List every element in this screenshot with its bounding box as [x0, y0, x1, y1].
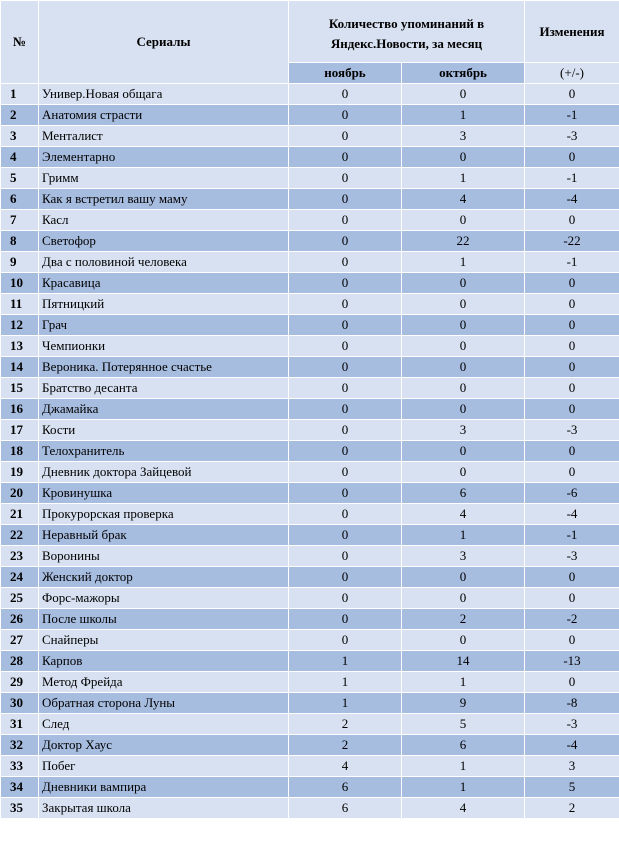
table-row	[1, 756, 619, 777]
table-row	[1, 315, 619, 336]
change-value: 5	[525, 777, 619, 798]
october-count: 3	[402, 126, 525, 147]
series-name: Как я встретил вашу маму	[39, 189, 289, 210]
change-value: 0	[525, 567, 619, 588]
november-count: 0	[289, 609, 402, 630]
november-count: 0	[289, 462, 402, 483]
october-count: 3	[402, 420, 525, 441]
row-number: 34	[1, 777, 39, 798]
november-count: 0	[289, 105, 402, 126]
series-name: Карпов	[39, 651, 289, 672]
november-count: 2	[289, 714, 402, 735]
november-count: 6	[289, 777, 402, 798]
change-value: -4	[525, 189, 619, 210]
change-value: -13	[525, 651, 619, 672]
series-name: Прокурорская проверка	[39, 504, 289, 525]
series-name: Чемпионки	[39, 336, 289, 357]
series-name: Вероника. Потерянное счастье	[39, 357, 289, 378]
series-name: Доктор Хаус	[39, 735, 289, 756]
october-count: 0	[402, 273, 525, 294]
november-count: 4	[289, 756, 402, 777]
october-count: 1	[402, 252, 525, 273]
change-value: 2	[525, 798, 619, 819]
change-value: 0	[525, 357, 619, 378]
november-count: 1	[289, 693, 402, 714]
row-number: 5	[1, 168, 39, 189]
row-number: 31	[1, 714, 39, 735]
november-count: 0	[289, 273, 402, 294]
change-value: -22	[525, 231, 619, 252]
table-row	[1, 105, 619, 126]
row-number: 23	[1, 546, 39, 567]
table-row	[1, 609, 619, 630]
october-count: 14	[402, 651, 525, 672]
row-number: 4	[1, 147, 39, 168]
november-count: 0	[289, 126, 402, 147]
october-count: 0	[402, 315, 525, 336]
change-value: 0	[525, 336, 619, 357]
table-row	[1, 462, 619, 483]
november-count: 0	[289, 210, 402, 231]
november-count: 0	[289, 567, 402, 588]
header-mentions: Количество упоминаний в Яндекс.Новости, за месяц	[289, 1, 525, 63]
series-name: Братство десанта	[39, 378, 289, 399]
table-row	[1, 378, 619, 399]
change-value: 3	[525, 756, 619, 777]
header-changes: Изменения	[525, 1, 619, 63]
november-count: 0	[289, 525, 402, 546]
change-value: -1	[525, 168, 619, 189]
table-row	[1, 672, 619, 693]
october-count: 0	[402, 336, 525, 357]
november-count: 0	[289, 546, 402, 567]
change-value: 0	[525, 462, 619, 483]
table-row	[1, 651, 619, 672]
october-count: 4	[402, 504, 525, 525]
october-count: 0	[402, 588, 525, 609]
november-count: 0	[289, 399, 402, 420]
row-number: 22	[1, 525, 39, 546]
table-row	[1, 420, 619, 441]
change-value: -3	[525, 546, 619, 567]
series-name: Побег	[39, 756, 289, 777]
october-count: 0	[402, 84, 525, 105]
change-value: 0	[525, 210, 619, 231]
table-row	[1, 147, 619, 168]
october-count: 0	[402, 441, 525, 462]
series-name: Форс-мажоры	[39, 588, 289, 609]
series-name: Светофор	[39, 231, 289, 252]
change-value: -4	[525, 735, 619, 756]
table-row	[1, 777, 619, 798]
row-number: 3	[1, 126, 39, 147]
series-name: Дневники вампира	[39, 777, 289, 798]
series-name: Женский доктор	[39, 567, 289, 588]
october-count: 0	[402, 210, 525, 231]
row-number: 19	[1, 462, 39, 483]
october-count: 0	[402, 147, 525, 168]
november-count: 1	[289, 651, 402, 672]
table-row	[1, 168, 619, 189]
table-row	[1, 588, 619, 609]
series-name: Метод Фрейда	[39, 672, 289, 693]
series-name: Обратная сторона Луны	[39, 693, 289, 714]
change-value: 0	[525, 84, 619, 105]
change-value: -3	[525, 126, 619, 147]
table-row	[1, 567, 619, 588]
change-value: 0	[525, 273, 619, 294]
october-count: 0	[402, 399, 525, 420]
header-november: ноябрь	[289, 63, 402, 84]
series-name: Элементарно	[39, 147, 289, 168]
november-count: 0	[289, 189, 402, 210]
october-count: 0	[402, 357, 525, 378]
november-count: 0	[289, 252, 402, 273]
november-count: 0	[289, 336, 402, 357]
row-number: 6	[1, 189, 39, 210]
table-row	[1, 126, 619, 147]
series-name: Кровинушка	[39, 483, 289, 504]
series-name: Кости	[39, 420, 289, 441]
row-number: 26	[1, 609, 39, 630]
change-value: 0	[525, 672, 619, 693]
series-name: Пятницкий	[39, 294, 289, 315]
october-count: 6	[402, 483, 525, 504]
row-number: 11	[1, 294, 39, 315]
series-name: После школы	[39, 609, 289, 630]
october-count: 0	[402, 630, 525, 651]
change-value: -1	[525, 252, 619, 273]
table-row	[1, 735, 619, 756]
november-count: 0	[289, 294, 402, 315]
row-number: 18	[1, 441, 39, 462]
october-count: 1	[402, 756, 525, 777]
change-value: 0	[525, 315, 619, 336]
row-number: 14	[1, 357, 39, 378]
october-count: 2	[402, 609, 525, 630]
change-value: 0	[525, 441, 619, 462]
table-row	[1, 546, 619, 567]
row-number: 25	[1, 588, 39, 609]
table-row	[1, 210, 619, 231]
row-number: 24	[1, 567, 39, 588]
series-name: Анатомия страсти	[39, 105, 289, 126]
november-count: 0	[289, 168, 402, 189]
november-count: 0	[289, 357, 402, 378]
table-row	[1, 294, 619, 315]
change-value: -2	[525, 609, 619, 630]
change-value: -8	[525, 693, 619, 714]
november-count: 0	[289, 420, 402, 441]
series-name: Два с половиной человека	[39, 252, 289, 273]
series-name: Касл	[39, 210, 289, 231]
row-number: 35	[1, 798, 39, 819]
table-row	[1, 504, 619, 525]
header-number: №	[1, 1, 39, 84]
november-count: 0	[289, 147, 402, 168]
row-number: 1	[1, 84, 39, 105]
table-row	[1, 441, 619, 462]
header-changes-unit: (+/-)	[525, 63, 619, 84]
series-name: Неравный брак	[39, 525, 289, 546]
november-count: 0	[289, 441, 402, 462]
series-name: Гримм	[39, 168, 289, 189]
table-row	[1, 84, 619, 105]
change-value: -1	[525, 525, 619, 546]
row-number: 9	[1, 252, 39, 273]
change-value: 0	[525, 630, 619, 651]
november-count: 6	[289, 798, 402, 819]
row-number: 12	[1, 315, 39, 336]
october-count: 22	[402, 231, 525, 252]
october-count: 1	[402, 672, 525, 693]
table-row	[1, 336, 619, 357]
series-name: Снайперы	[39, 630, 289, 651]
series-name: Воронины	[39, 546, 289, 567]
october-count: 1	[402, 168, 525, 189]
table-row	[1, 231, 619, 252]
row-number: 27	[1, 630, 39, 651]
series-name: Красавица	[39, 273, 289, 294]
change-value: -4	[525, 504, 619, 525]
table-row	[1, 189, 619, 210]
november-count: 0	[289, 315, 402, 336]
row-number: 7	[1, 210, 39, 231]
change-value: 0	[525, 378, 619, 399]
series-name: Универ.Новая общага	[39, 84, 289, 105]
november-count: 0	[289, 504, 402, 525]
table-row	[1, 399, 619, 420]
october-count: 6	[402, 735, 525, 756]
october-count: 1	[402, 105, 525, 126]
table-row	[1, 630, 619, 651]
change-value: 0	[525, 147, 619, 168]
header-series: Сериалы	[39, 1, 289, 84]
row-number: 33	[1, 756, 39, 777]
october-count: 0	[402, 462, 525, 483]
october-count: 1	[402, 777, 525, 798]
november-count: 1	[289, 672, 402, 693]
october-count: 3	[402, 546, 525, 567]
table-row	[1, 252, 619, 273]
change-value: -6	[525, 483, 619, 504]
row-number: 21	[1, 504, 39, 525]
october-count: 0	[402, 294, 525, 315]
table-row	[1, 357, 619, 378]
row-number: 17	[1, 420, 39, 441]
table-row	[1, 714, 619, 735]
change-value: 0	[525, 588, 619, 609]
november-count: 0	[289, 588, 402, 609]
october-count: 5	[402, 714, 525, 735]
change-value: 0	[525, 294, 619, 315]
table-row	[1, 273, 619, 294]
series-name: Телохранитель	[39, 441, 289, 462]
row-number: 20	[1, 483, 39, 504]
row-number: 29	[1, 672, 39, 693]
header-october: октябрь	[402, 63, 525, 84]
row-number: 13	[1, 336, 39, 357]
october-count: 9	[402, 693, 525, 714]
row-number: 30	[1, 693, 39, 714]
table-row	[1, 483, 619, 504]
change-value: -3	[525, 714, 619, 735]
change-value: -1	[525, 105, 619, 126]
series-name: Грач	[39, 315, 289, 336]
november-count: 0	[289, 378, 402, 399]
row-number: 32	[1, 735, 39, 756]
table-body	[1, 84, 619, 819]
row-number: 10	[1, 273, 39, 294]
row-number: 16	[1, 399, 39, 420]
november-count: 2	[289, 735, 402, 756]
table-row	[1, 798, 619, 819]
october-count: 4	[402, 798, 525, 819]
october-count: 4	[402, 189, 525, 210]
series-name: Джамайка	[39, 399, 289, 420]
october-count: 0	[402, 567, 525, 588]
november-count: 0	[289, 231, 402, 252]
series-name: След	[39, 714, 289, 735]
november-count: 0	[289, 84, 402, 105]
november-count: 0	[289, 630, 402, 651]
series-name: Закрытая школа	[39, 798, 289, 819]
october-count: 1	[402, 525, 525, 546]
november-count: 0	[289, 483, 402, 504]
row-number: 8	[1, 231, 39, 252]
series-name: Менталист	[39, 126, 289, 147]
change-value: -3	[525, 420, 619, 441]
row-number: 2	[1, 105, 39, 126]
change-value: 0	[525, 399, 619, 420]
table-row	[1, 525, 619, 546]
row-number: 15	[1, 378, 39, 399]
table-row	[1, 693, 619, 714]
october-count: 0	[402, 378, 525, 399]
row-number: 28	[1, 651, 39, 672]
series-name: Дневник доктора Зайцевой	[39, 462, 289, 483]
